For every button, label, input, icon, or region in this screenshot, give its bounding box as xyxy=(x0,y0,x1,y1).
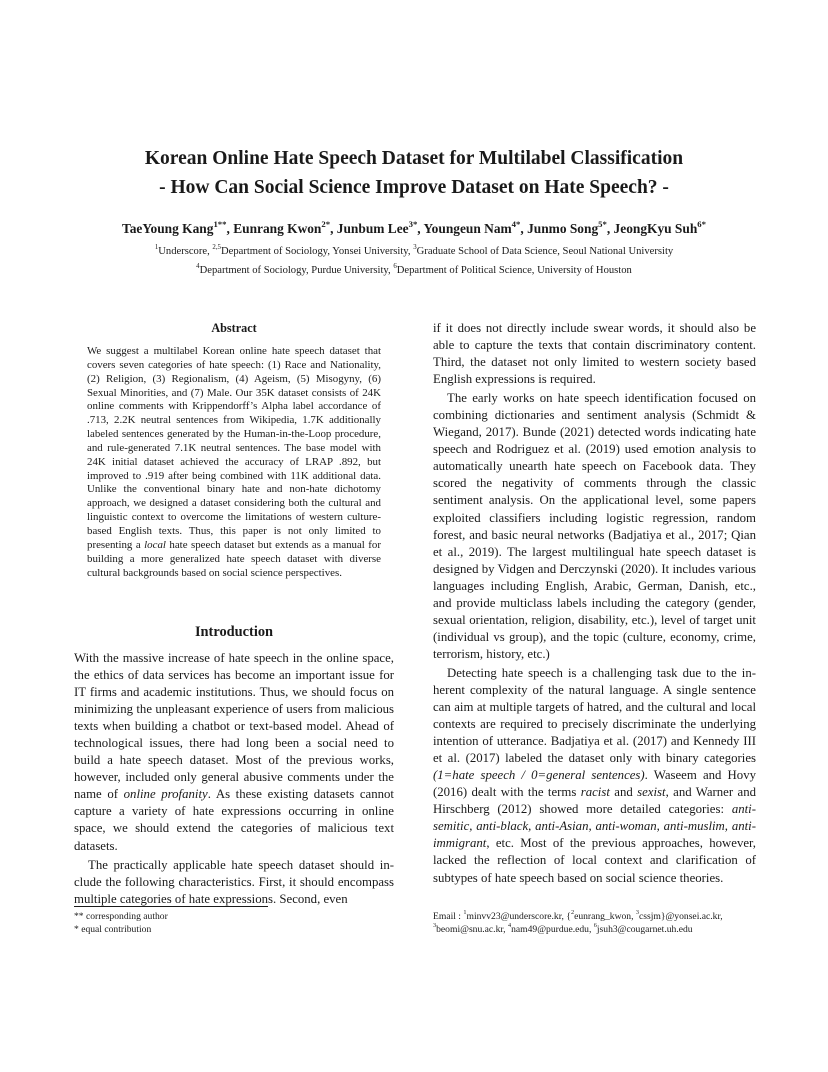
affiliation-mark: 2,5 xyxy=(212,243,221,251)
affiliations xyxy=(40,242,788,280)
email-address: minvv23@underscore.kr, { xyxy=(466,911,571,922)
affiliation-line-1 xyxy=(40,242,788,261)
left-column-body xyxy=(74,650,394,910)
affiliation-mark: 4 xyxy=(196,262,200,270)
email-mark: 1 xyxy=(463,909,467,917)
title-line-2: - How Can Social Science Improve Dataset on Hate Speech? - xyxy=(159,177,669,198)
author-mark: 2* xyxy=(321,218,331,229)
paragraph-text: . As these existing datasets cannot capture a variety of hate expressions occurring in online space, we should extend the categories of malicious text datasets. xyxy=(74,787,394,853)
paragraph: The early works on hate speech identification focused on combining dictionaries and sentiment analysis (Schmidt & Wiegand, 2017). Bunde (2021) detected words indicating hate speech and Rodriguez et al. (2019) used emotion analysis to automatically unearth hate speech on Facebook data. They scored the negativity of comments through the classic sentiment analysis. On the applicational level, some papers exploited classifiers including logistic regression, random forest, and basic neural networks (Badjatiya et al., 2017; Qian et al., 2019). The largest multilingual hate speech dataset is designed by Vidgen and Derczynski (2020). It includes various languages including English, Arabic, German, Danish, etc., and provide multiclass labels including the category (gender, sexual orientation, religion, disability, etc.), level of target unit (individual vs group), and the topic (culture, economy, crime, terrorism, history, etc.) xyxy=(433,391,756,661)
paper-title xyxy=(40,144,788,202)
paragraph-text: and xyxy=(609,785,638,800)
paragraph: if it does not directly include swear words, it should also be able to capture the texts that contain discriminatory content. Third, the dataset not only limited to western society based English expressions is required. xyxy=(433,321,756,387)
paragraph-text: , and Warner and Hirschberg (2012) showed more detailed categories: xyxy=(433,785,756,817)
footnotes xyxy=(74,911,394,936)
email-address: jsuh3@cougarnet.uh.edu xyxy=(596,923,693,935)
footnote-divider xyxy=(74,906,268,907)
email-mark: 3 xyxy=(433,921,437,929)
emphasis-text: online profanity xyxy=(123,787,208,802)
paragraph-text: , etc. Most of the previous approaches, however, lacked the reflection of local context and clarification of subtypes of hate speech based on social science theories. xyxy=(433,836,756,885)
affiliation-text: Department of Political Science, University of Houston xyxy=(396,265,632,276)
right-column-body xyxy=(433,320,756,889)
affiliation-line-2 xyxy=(40,261,788,280)
abstract-text: We suggest a multilabel Korean online hate speech dataset that covers seven categories of hate speech: (1) Race and Nationality, (2) Religion, (3) Regionalism, (4) Ageism, (5) Misogyny, (6) Sexual Minorities, and (7) Male. Our 35K dataset consists of 24K online comments with Krippendorff’s Alpha label accordance of .713, 2.2K neutral sentences from Wikipedia, 1.7K additionally labeled sentences generated by the Human-in-the-Loop procedure, and rule-generated 7.1K neutral sentences. The base model with 24K initial dataset achieved the accuracy of LRAP .892, but improved to .919 after being combined with 11K additional data. Unlike the conventional binary hate and non-hate dichotomy approach, we designed a dataset considering both the cultural and linguistic context to overcome the limitations of western culture-based English texts. Thus, this paper is not only limited to presenting a xyxy=(87,345,381,551)
email-mark: 4 xyxy=(507,921,512,929)
author-mark: 5* xyxy=(598,218,607,229)
affiliation-text: Graduate School of Data Science, Seoul National University xyxy=(416,246,674,257)
author-list xyxy=(40,220,788,238)
introduction-heading: Introduction xyxy=(194,624,274,640)
paragraph: The practically applicable hate speech dataset should include the following characteristics. First, it should encompass multiple categories of hate expressions. Second, even xyxy=(74,857,394,906)
email-address: beomi@snu.ac.kr, xyxy=(436,923,508,935)
author-name: , Junmo Song xyxy=(520,221,599,236)
author-name: , Youngeun Nam xyxy=(417,221,512,236)
email-mark: 3 xyxy=(635,909,640,917)
emphasis-text: sexist xyxy=(637,785,666,800)
footnote-corresponding-author: ** corresponding author xyxy=(74,911,168,922)
paragraph-text: Detecting hate speech is a challenging task due to the inherent complexity of the natural language. A single sentence can aim at multiple targets of hatred, and the cultural and local contexts are required to precisely discriminate the underlying intention of utterance. Badjatiya et al. (2017) and Kennedy III et al. (2017) labeled the dataset only with binary categories xyxy=(433,665,756,766)
affiliation-text: Department of Sociology, Yonsei University, xyxy=(220,246,414,257)
email-mark: 6 xyxy=(593,921,597,929)
email-line-1 xyxy=(433,911,763,924)
email-address: nam49@purdue.edu, xyxy=(511,923,594,935)
emphasis-text: (1=hate speech / 0=general sentences) xyxy=(433,768,645,783)
author-mark: 6* xyxy=(697,218,706,229)
affiliation-text: Underscore, xyxy=(158,246,213,257)
author-name: , Junbum Lee xyxy=(330,221,409,236)
affiliation-mark: 6 xyxy=(393,262,397,270)
title-line-1: Korean Online Hate Speech Dataset for Multilabel Classification xyxy=(144,148,684,169)
author-mark: 4* xyxy=(511,218,521,229)
affiliation-mark: 1 xyxy=(154,243,159,251)
email-label: Email : xyxy=(433,911,464,922)
email-address: eunrang_kwon, xyxy=(574,911,636,922)
abstract-body xyxy=(87,345,381,580)
affiliation-mark: 3 xyxy=(413,243,417,251)
affiliation-text: Department of Sociology, Purdue University, xyxy=(199,265,394,276)
paragraph-text: . Waseem and Hovy (2016) dealt with the terms xyxy=(433,768,756,800)
abstract-emphasis: local xyxy=(144,538,166,551)
abstract-heading: Abstract xyxy=(211,321,257,335)
author-name: TaeYoung Kang xyxy=(122,221,214,236)
email-mark: 2 xyxy=(570,909,575,917)
abstract-text: hate speech dataset but extends as a manual for building a more generalized hate speech dataset with diverse cultural backgrounds based on social science perspectives. xyxy=(87,538,381,579)
email-address: cssjm}@yonsei.ac.kr, xyxy=(639,911,723,922)
paragraph xyxy=(74,650,394,855)
paragraph-text: With the massive increase of hate speech in the online space, the ethics of data services has become an important issue for IT firms and academic institutions. Thus, we should focus on minimizing the unpleasant experience of users from malicious texts when building a chatbot or text-based model. Ahead of technological issues, there had long been a social need to build a hate speech dataset. Most of the previous works, however, included only general abusive comments under the name of xyxy=(74,651,394,802)
paragraph xyxy=(433,665,756,887)
emphasis-text: racist xyxy=(580,785,610,800)
author-mark: 3* xyxy=(408,218,418,229)
email-line-2 xyxy=(433,921,763,937)
author-name: , JeongKyu Suh xyxy=(606,221,698,236)
footnote-equal-contribution: * equal contribution xyxy=(74,923,152,935)
author-name: , Eunrang Kwon xyxy=(226,221,322,236)
email-footnote xyxy=(433,911,763,936)
emphasis-text: anti-semitic, anti-black, anti-Asian, anti-woman, anti-muslim, anti-immigrant xyxy=(433,802,756,851)
author-mark: 1** xyxy=(213,218,227,229)
